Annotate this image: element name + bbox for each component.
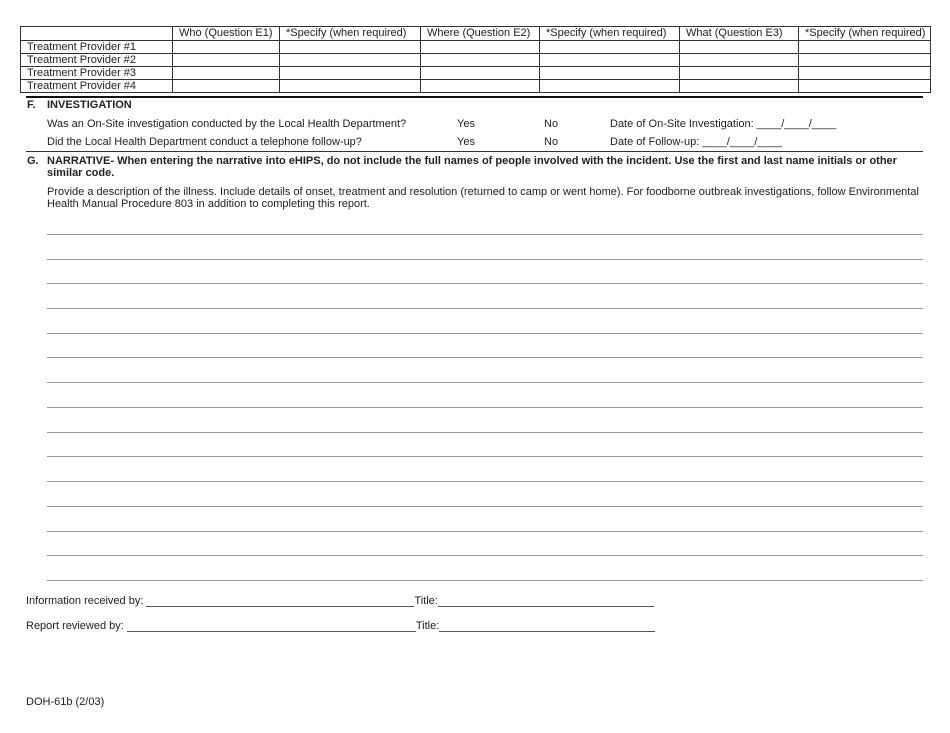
- who-cell[interactable]: [173, 54, 280, 67]
- where-cell[interactable]: [421, 54, 540, 67]
- what-cell[interactable]: [680, 67, 799, 80]
- specify-who-cell[interactable]: [280, 80, 421, 93]
- table-row: [21, 41, 931, 54]
- onsite-yes-option[interactable]: Yes: [457, 118, 475, 130]
- where-cell[interactable]: [421, 41, 540, 54]
- onsite-no-option[interactable]: No: [544, 118, 559, 130]
- who-cell[interactable]: [173, 80, 280, 93]
- section-g-letter: G.: [27, 155, 39, 167]
- narrative-line[interactable]: [47, 382, 923, 383]
- section-divider: [26, 96, 923, 98]
- column-header-specify-who: *Specify (when required): [280, 27, 421, 41]
- where-cell[interactable]: [421, 67, 540, 80]
- table-row: [21, 67, 931, 80]
- table-row: [21, 80, 931, 93]
- narrative-line[interactable]: [47, 481, 923, 482]
- specify-who-cell[interactable]: [280, 41, 421, 54]
- onsite-date-field[interactable]: Date of On-Site Investigation: ____/____/____: [610, 118, 837, 130]
- followup-no-option[interactable]: No: [544, 136, 559, 148]
- narrative-description: Provide a description of the illness. Include details of onset, treatment and resolution (returned to camp or went home). For foodborne outbreak investigations, follow Environmental Health Manual Procedure 803 in addition to completing this report.: [47, 186, 919, 210]
- narrative-line[interactable]: [47, 407, 923, 408]
- form-id: DOH-61b (2/03): [26, 696, 105, 708]
- specify-who-cell[interactable]: [280, 54, 421, 67]
- followup-question: Did the Local Health Department conduct a telephone follow-up?: [47, 136, 362, 148]
- specify-where-cell[interactable]: [540, 41, 680, 54]
- who-cell[interactable]: [173, 67, 280, 80]
- section-f-letter: F.: [27, 99, 36, 111]
- specify-what-cell[interactable]: [799, 67, 931, 80]
- followup-yes-option[interactable]: Yes: [457, 136, 475, 148]
- onsite-question: Was an On-Site investigation conducted by the Local Health Department?: [47, 118, 407, 130]
- table-row: [21, 54, 931, 67]
- column-header-specify-what: *Specify (when required): [799, 27, 931, 41]
- column-header-where: Where (Question E2): [421, 27, 540, 41]
- narrative-line[interactable]: [47, 234, 923, 235]
- column-header-specify-where: *Specify (when required): [540, 27, 680, 41]
- information-received-title-field[interactable]: [438, 597, 654, 607]
- who-cell[interactable]: [173, 41, 280, 54]
- report-reviewed-field[interactable]: [127, 622, 416, 632]
- specify-what-cell[interactable]: [799, 54, 931, 67]
- report-reviewed-label: Report reviewed by:: [26, 620, 124, 632]
- report-reviewed-title-field[interactable]: [439, 622, 655, 632]
- narrative-line[interactable]: [47, 506, 923, 507]
- what-cell[interactable]: [680, 80, 799, 93]
- what-cell[interactable]: [680, 54, 799, 67]
- narrative-line[interactable]: [47, 283, 923, 284]
- information-received-row: [26, 595, 654, 607]
- narrative-line[interactable]: [47, 357, 923, 358]
- specify-who-cell[interactable]: [280, 67, 421, 80]
- narrative-line[interactable]: [47, 333, 923, 334]
- narrative-line[interactable]: [47, 432, 923, 433]
- column-header-blank: [21, 27, 173, 41]
- narrative-line[interactable]: [47, 308, 923, 309]
- narrative-line[interactable]: [47, 531, 923, 532]
- specify-where-cell[interactable]: [540, 67, 680, 80]
- report-reviewed-title-label: Title:: [415, 620, 440, 632]
- specify-where-cell[interactable]: [540, 80, 680, 93]
- narrative-heading: NARRATIVE- When entering the narrative into eHIPS, do not include the full names of people involved with the incident. Use the first and last name initials or other similar code.: [47, 155, 897, 179]
- row-label: Treatment Provider #4: [21, 80, 173, 93]
- specify-what-cell[interactable]: [799, 41, 931, 54]
- where-cell[interactable]: [421, 80, 540, 93]
- specify-where-cell[interactable]: [540, 54, 680, 67]
- narrative-line[interactable]: [47, 580, 923, 581]
- narrative-line[interactable]: [47, 259, 923, 260]
- information-received-label: Information received by:: [26, 595, 144, 607]
- column-header-what: What (Question E3): [680, 27, 799, 41]
- column-header-who: Who (Question E1): [173, 27, 280, 41]
- section-f-title: INVESTIGATION: [47, 99, 132, 111]
- narrative-line[interactable]: [47, 456, 923, 457]
- narrative-line[interactable]: [47, 555, 923, 556]
- section-divider: [26, 151, 923, 152]
- row-label: Treatment Provider #3: [21, 67, 173, 80]
- what-cell[interactable]: [680, 41, 799, 54]
- row-label: Treatment Provider #2: [21, 54, 173, 67]
- information-received-title-label: Title:: [414, 595, 438, 607]
- specify-what-cell[interactable]: [799, 80, 931, 93]
- information-received-field[interactable]: [146, 597, 414, 607]
- row-label: Treatment Provider #1: [21, 41, 173, 54]
- followup-date-field[interactable]: Date of Follow-up: ____/____/____: [610, 136, 782, 148]
- treatment-providers-table: [20, 26, 931, 93]
- report-reviewed-row: [26, 620, 655, 632]
- table-header-row: [21, 27, 931, 41]
